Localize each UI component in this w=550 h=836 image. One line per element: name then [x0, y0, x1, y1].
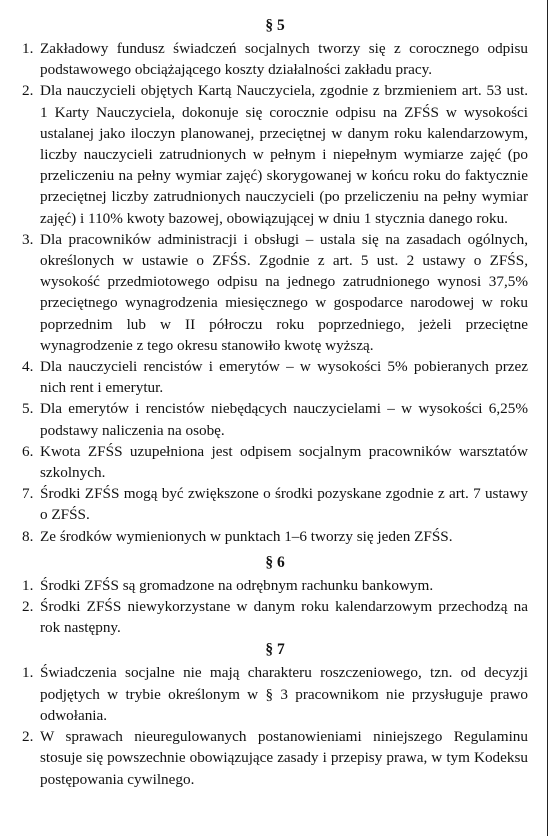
item-text: Kwota ZFŚS uzupełniona jest odpisem socjalnym pracowników warsztatów szkolnych. [40, 442, 528, 482]
item-number: 7. [22, 485, 34, 503]
item-number: 3. [22, 230, 34, 248]
item-text: Środki ZFŚS są gromadzone na odrębnym rachunku bankowym. [40, 576, 434, 594]
item-text: Świadczenia socjalne nie mają charakteru roszczeniowego, tzn. od decyzji podjętych w trybie określonym w § 3 pracownikom nie przysługuje prawo odwołania. [40, 664, 528, 724]
item-text: Zakładowy fundusz świadczeń socjalnych tworzy się z corocznego odpisu podstawowego obciążającego koszty działalności zakładu pracy. [40, 40, 528, 79]
list-item [22, 80, 528, 228]
section-5-list [22, 38, 528, 547]
item-number: 1. [22, 664, 34, 682]
item-text: W sprawach nieuregulowanych postanowieniami niniejszego Regulaminu stosuje się powszechnie obowiązujące zasady i przepisy prawa, w tym Kodeksu postępowania cywilnego. [40, 728, 528, 788]
section-7-list [22, 662, 528, 789]
item-text: Dla pracowników administracji i obsługi – ustala się na zasadach ogólnych, określonych w ustawie o ZFŚS. Zgodnie z art. 5 ust. 2 ustawy o ZFŚS, wysokość przedmiotowego odpisu na jednego zatrudnionego wynosi 37,5% przeciętnego wynagrodzenia miesięcznego w gospodarce narodowej w roku poprzednim lub w II półroczu roku poprzedniego, jeżeli przeciętne wynagrodzenie z tego okresu stanowiło kwotę wyższą. [40, 230, 528, 354]
list-item [22, 441, 528, 483]
item-text: Środki ZFŚS niewykorzystane w danym roku kalendarzowym przechodzą na rok następny. [40, 598, 528, 637]
list-item [22, 229, 528, 356]
item-text: Środki ZFŚS mogą być zwiększone o środki pozyskane zgodnie z art. 7 ustawy o ZFŚS. [40, 485, 528, 524]
list-item [22, 483, 528, 525]
list-item [22, 596, 528, 638]
section-heading-7: § 7 [265, 641, 285, 659]
list-item [22, 726, 528, 790]
item-number: 2. [22, 728, 34, 746]
item-number: 1. [22, 40, 34, 57]
list-item [22, 398, 528, 440]
list-item [22, 38, 528, 80]
item-text: Dla nauczycieli objętych Kartą Nauczyciela, zgodnie z brzmieniem art. 53 ust. 1 Karty Nauczyciela, dokonuje się corocznie odpisu na ZFŚS w wysokości ustalanej jako iloczyn planowanej, przeciętnej w danym roku kalendarzowym, liczby nauczycieli zatrudnionych w pełnym i niepełnym wymiarze zajęć (po przeliczeniu na pełny wymiar zajęć) skorygowanej w końcu roku do faktycznie przeciętnej liczby zatrudnionych nauczycieli (po przeliczeniu na pełny wymiar zajęć) i 110% kwoty bazowej, obowiązującej w dniu 1 stycznia danego roku. [40, 82, 528, 227]
item-number: 6. [22, 442, 34, 460]
list-item [22, 526, 528, 547]
page-edge-rule [547, 0, 548, 836]
item-number: 4. [22, 358, 34, 376]
item-number: 8. [22, 527, 34, 545]
section-6-list [22, 575, 528, 639]
item-text: Dla emerytów i rencistów niebędących nauczycielami – w wysokości 6,25% podstawy naliczenia na osobę. [40, 400, 528, 439]
item-text: Dla nauczycieli rencistów i emerytów – w wysokości 5% pobieranych przez nich rent i emerytur. [40, 358, 528, 397]
list-item [22, 662, 528, 726]
list-item [22, 575, 528, 596]
list-item [22, 356, 528, 398]
item-number: 2. [22, 598, 34, 616]
item-number: 2. [22, 82, 34, 100]
item-text: Ze środków wymienionych w punktach 1–6 tworzy się jeden ZFŚS. [40, 527, 453, 545]
section-heading-5: § 5 [265, 17, 285, 34]
section-heading-6: § 6 [265, 553, 285, 571]
item-number: 1. [22, 576, 34, 594]
item-number: 5. [22, 400, 34, 418]
